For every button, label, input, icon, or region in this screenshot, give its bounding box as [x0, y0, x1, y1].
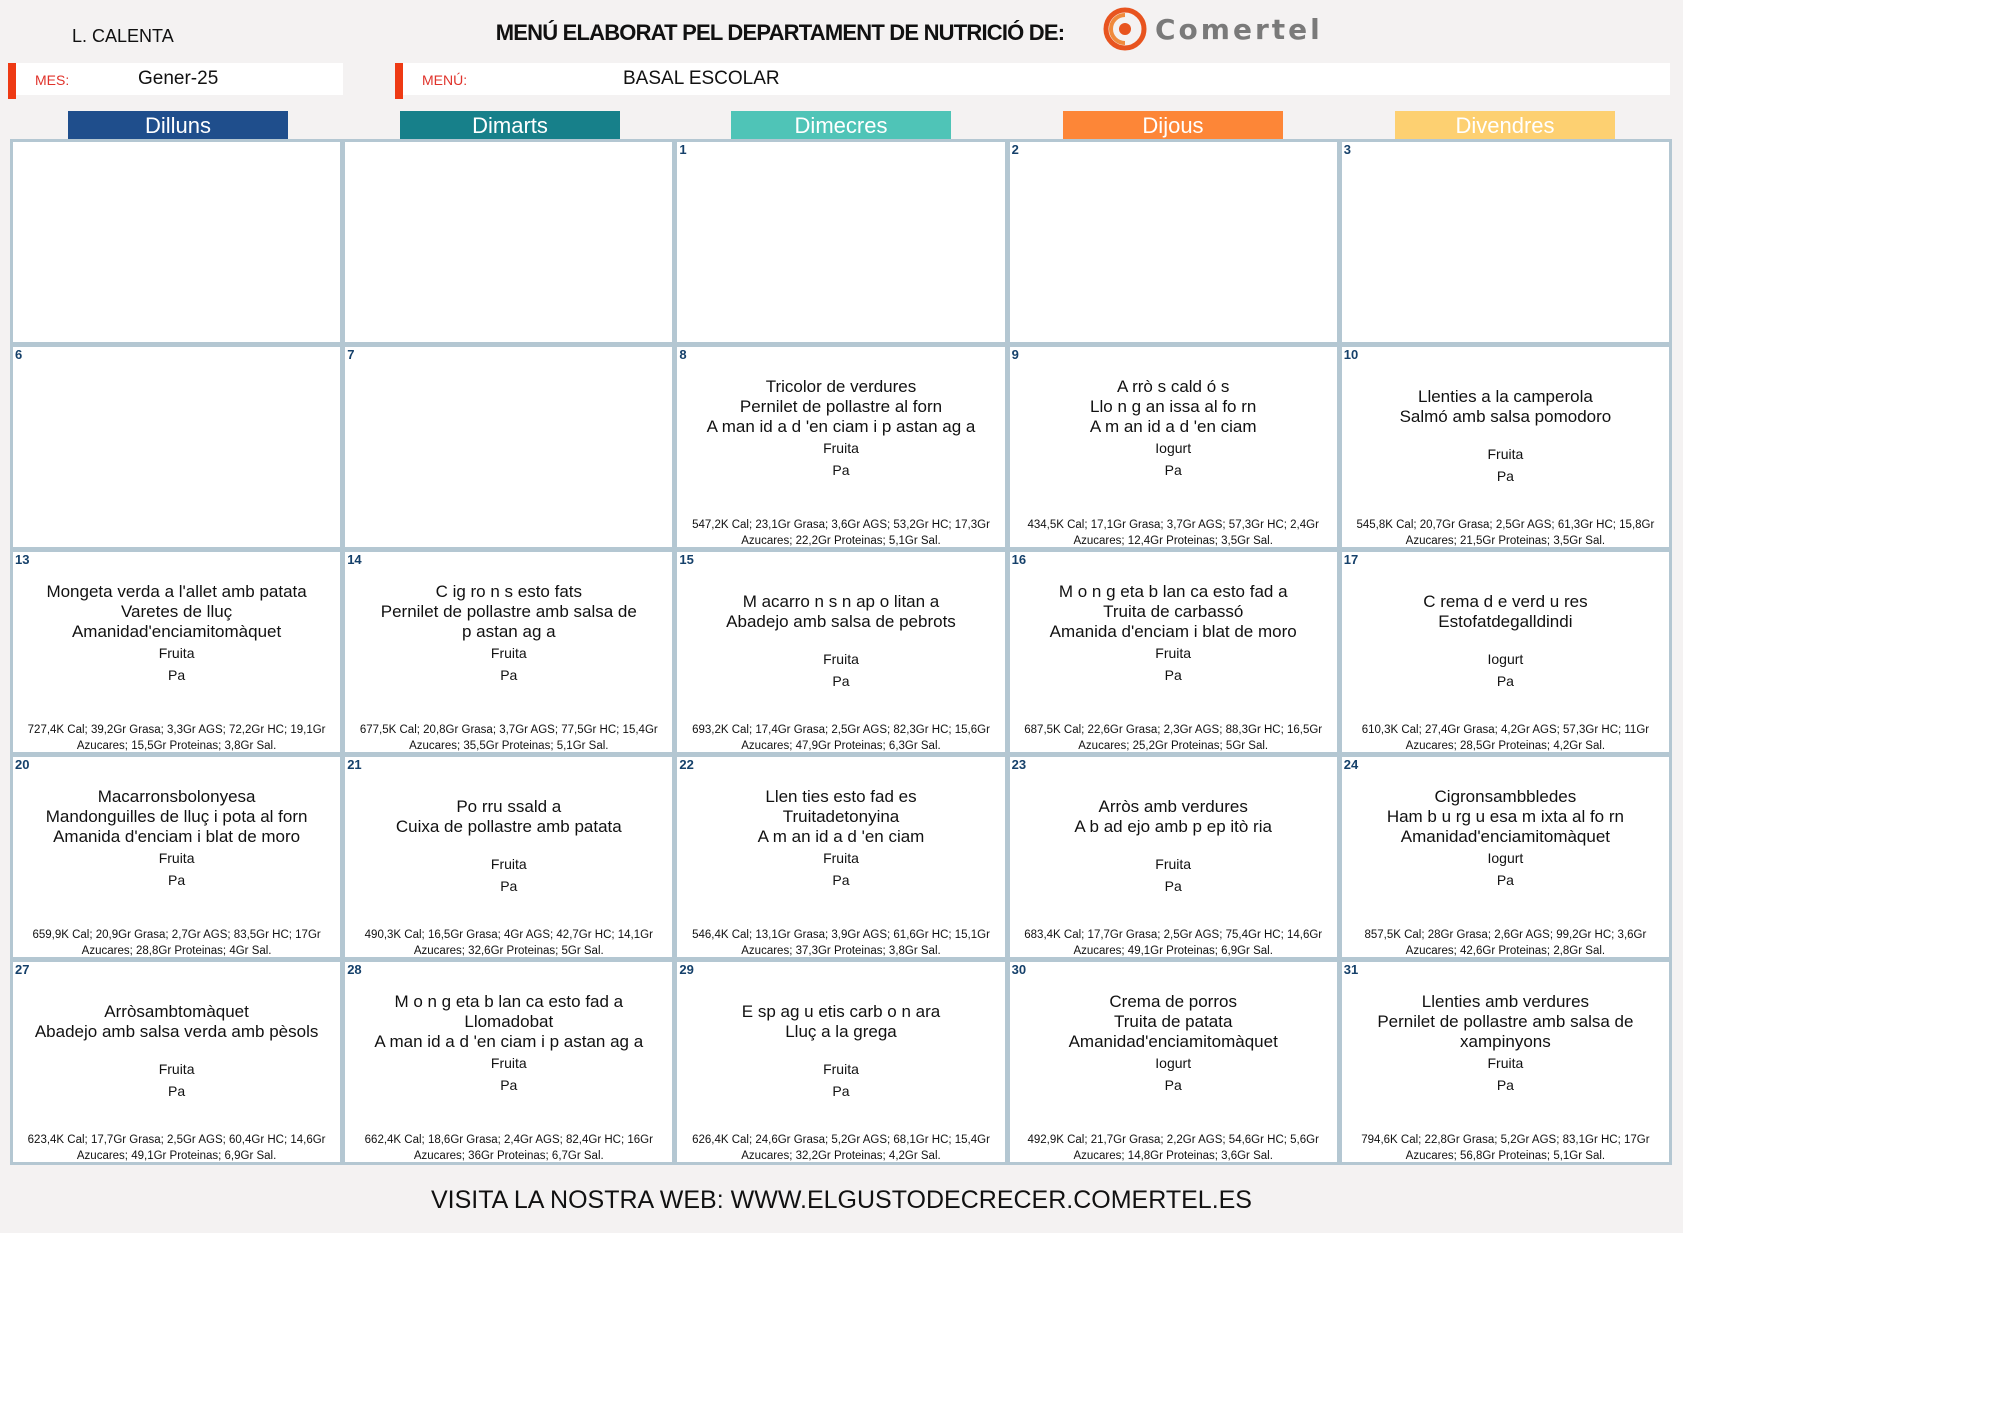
nutrition-line: 546,4K Cal; 13,1Gr Grasa; 3,9Gr AGS; 61,6Gr HC; 15,1Gr: [692, 929, 990, 941]
calendar-cell: [13, 142, 340, 342]
logo-text: Comertel: [1155, 12, 1323, 46]
dish-line: Mandonguilles de lluç i pota al forn: [45, 807, 308, 826]
menu-label: MENÚ:: [422, 72, 468, 88]
dish-line: Llo n g an issa al fo rn: [1090, 397, 1257, 416]
menu-extras: [1342, 1052, 1669, 1096]
extra-line: Fruita: [490, 856, 527, 872]
day-number: 16: [1011, 552, 1027, 567]
day-label: Dimecres: [794, 113, 888, 138]
nutrition-line: Azucares; 22,2Gr Proteinas; 5,1Gr Sal.: [741, 535, 941, 547]
day-number: 23: [1011, 757, 1027, 772]
menu-dishes: [1010, 582, 1337, 686]
extra-line: Pa: [168, 872, 186, 888]
extra-line: Fruita: [823, 1061, 859, 1077]
menu-extras: [13, 642, 340, 686]
dish-line: M acarro n s n ap o litan a: [742, 592, 940, 611]
dish-line: Ham b u rg u esa m ixta al fo rn: [1386, 807, 1624, 826]
extra-line: Fruita: [158, 850, 195, 866]
dish-line: A m an id a d 'en ciam: [757, 827, 925, 846]
extra-line: Pa: [832, 1083, 850, 1099]
nutrition-info: [1002, 927, 1345, 959]
nutrition-line: Azucares; 36Gr Proteinas; 6,7Gr Sal.: [413, 1150, 604, 1162]
menu-value: BASAL ESCOLAR: [623, 68, 780, 89]
calendar-cell: [13, 552, 340, 752]
nutrition-info: [1334, 517, 1677, 549]
extra-line: Pa: [1164, 1077, 1182, 1093]
nutrition-line: Azucares; 21,5Gr Proteinas; 3,5Gr Sal.: [1405, 535, 1606, 547]
nutrition-line: Azucares; 56,8Gr Proteinas; 5,1Gr Sal.: [1405, 1150, 1606, 1162]
nutrition-info: [1002, 1132, 1345, 1164]
extra-line: Fruita: [1487, 446, 1524, 462]
menu-dishes: [677, 592, 1004, 692]
extra-line: Pa: [1496, 673, 1514, 689]
nutrition-line: 857,5K Cal; 28Gr Grasa; 2,6Gr AGS; 99,2Gr HC; 3,6Gr: [1364, 929, 1647, 941]
menu-dishes: [13, 1002, 340, 1102]
nutrition-line: Azucares; 28,8Gr Proteinas; 4Gr Sal.: [81, 945, 272, 957]
dish-line: Mongeta verda a l'allet amb patata: [46, 582, 307, 601]
nutrition-info: [1334, 1132, 1677, 1164]
nutrition-line: 626,4K Cal; 24,6Gr Grasa; 5,2Gr AGS; 68,1Gr HC; 15,4Gr: [692, 1134, 990, 1146]
calendar-cell: [677, 552, 1004, 752]
dish-line: xampinyons: [1460, 1032, 1551, 1051]
calendar-cell: [1010, 347, 1337, 547]
dish-line: Llenties amb verdures: [1421, 992, 1590, 1011]
menu-dishes: [1010, 797, 1337, 897]
nutrition-info: [1334, 722, 1677, 754]
comertel-logo: [1103, 6, 1333, 52]
day-header-tuesday: [400, 111, 620, 139]
extra-line: Fruita: [823, 850, 859, 866]
day-number: 10: [1343, 347, 1359, 362]
calendar-cell: [1342, 757, 1669, 957]
extra-line: Fruita: [1155, 645, 1192, 661]
menu-extras: [13, 1058, 340, 1102]
day-number: 15: [679, 552, 694, 567]
extra-line: Fruita: [490, 645, 527, 661]
menu-extras: [345, 1052, 672, 1096]
calendar-cell: [1342, 552, 1669, 752]
dish-line: Pernilet de pollastre al forn: [739, 397, 943, 416]
calendar-cell: [677, 757, 1004, 957]
extra-line: Pa: [832, 462, 850, 478]
day-number: 13: [15, 552, 30, 567]
menu-dishes: [1342, 387, 1669, 487]
menu-extras: [677, 847, 1004, 891]
menu-dishes: [345, 992, 672, 1096]
day-number: 14: [347, 552, 362, 567]
calendar-grid: [10, 139, 1672, 1165]
menu-extras: [345, 853, 672, 897]
nutrition-line: 659,9K Cal; 20,9Gr Grasa; 2,7Gr AGS; 83,5Gr HC; 17Gr: [32, 929, 321, 941]
menu-extras: [1342, 847, 1669, 891]
dish-line: Amanidad'enciamitomàquet: [1068, 1032, 1278, 1051]
extra-line: Fruita: [1155, 856, 1192, 872]
nutrition-info: [337, 1132, 680, 1164]
dish-line: Arròs amb verdures: [1098, 797, 1248, 816]
day-number: 20: [15, 757, 30, 772]
menu-dishes: [345, 582, 672, 686]
menu-dishes: [345, 797, 672, 897]
day-label: Dimarts: [472, 113, 548, 138]
menu-extras: [13, 847, 340, 891]
extra-line: Pa: [500, 1077, 518, 1093]
dish-line: Truitadetonyina: [782, 807, 900, 826]
menu-dishes: [1010, 377, 1337, 481]
extra-line: Iogurt: [1155, 1055, 1192, 1071]
dish-line: Estofatdegalldindi: [1438, 612, 1573, 631]
calendar-cell: [1010, 757, 1337, 957]
extra-line: Fruita: [490, 1055, 527, 1071]
extra-line: Iogurt: [1487, 651, 1524, 667]
dish-line: p astan ag a: [462, 622, 556, 641]
nutrition-info: [337, 927, 680, 959]
page-title: MENÚ ELABORAT PEL DEPARTAMENT DE NUTRICIÓ DE:: [495, 20, 1065, 45]
extra-line: Pa: [1496, 1077, 1514, 1093]
dish-line: M o n g eta b lan ca esto fad a: [1058, 582, 1288, 601]
dish-line: Varetes de lluç: [120, 602, 233, 621]
menu-dishes: [1342, 992, 1669, 1096]
dish-line: Crema de porros: [1109, 992, 1237, 1011]
nutrition-info: [5, 1132, 348, 1164]
nutrition-line: Azucares; 14,8Gr Proteinas; 3,6Gr Sal.: [1073, 1150, 1273, 1162]
dish-line: Pernilet de pollastre amb salsa de: [380, 602, 637, 621]
menu-accent-bar: [395, 63, 403, 99]
day-number: 3: [1343, 142, 1352, 157]
nutrition-line: Azucares; 49,1Gr Proteinas; 6,9Gr Sal.: [1073, 945, 1273, 957]
calendar-cell: [1010, 142, 1337, 342]
day-number: 7: [347, 347, 355, 362]
day-number: 9: [1011, 347, 1019, 362]
nutrition-line: Azucares; 25,2Gr Proteinas; 5Gr Sal.: [1078, 740, 1269, 752]
menu-field: [395, 63, 1670, 95]
day-header-friday: [1395, 111, 1615, 139]
dish-line: Arròsambtomàquet: [104, 1002, 249, 1021]
dish-line: A man id a d 'en ciam i p astan ag a: [706, 417, 976, 436]
nutrition-line: Azucares; 35,5Gr Proteinas; 5,1Gr Sal.: [409, 740, 609, 752]
calendar-cell: [345, 552, 672, 752]
extra-line: Fruita: [158, 645, 195, 661]
calendar-cell: [13, 347, 340, 547]
menu-extras: [677, 1058, 1004, 1102]
menu-extras: [1010, 437, 1337, 481]
menu-dishes: [677, 1002, 1004, 1102]
nutrition-line: 662,4K Cal; 18,6Gr Grasa; 2,4Gr AGS; 82,4Gr HC; 16Gr: [364, 1134, 653, 1146]
calendar-cell: [13, 757, 340, 957]
dish-line: Amanidad'enciamitomàquet: [1400, 827, 1611, 846]
extra-line: Pa: [1164, 667, 1182, 683]
extra-line: Iogurt: [1487, 850, 1524, 866]
kitchen-type-label: L. CALENTA: [72, 26, 174, 46]
dish-line: Amanida d'enciam i blat de moro: [53, 827, 301, 846]
nutrition-line: 434,5K Cal; 17,1Gr Grasa; 3,7Gr AGS; 57,3Gr HC; 2,4Gr: [1027, 519, 1319, 531]
day-number: 1: [679, 142, 687, 157]
day-header-thursday: [1063, 111, 1283, 139]
calendar-cell: [13, 962, 340, 1162]
day-number: 30: [1011, 962, 1027, 977]
extra-line: Iogurt: [1155, 440, 1192, 456]
dish-line: A b ad ejo amb p ep itò ria: [1074, 817, 1272, 836]
nutrition-info: [337, 722, 680, 754]
day-header-wednesday: [731, 111, 951, 139]
calendar-cell: [345, 142, 672, 342]
dish-line: Po rru ssald a: [456, 797, 562, 816]
nutrition-line: Azucares; 32,6Gr Proteinas; 5Gr Sal.: [413, 945, 604, 957]
nutrition-line: Azucares; 49,1Gr Proteinas; 6,9Gr Sal.: [76, 1150, 277, 1162]
calendar-cell: [1342, 142, 1669, 342]
nutrition-info: [1002, 722, 1345, 754]
menu-dishes: [677, 377, 1004, 481]
menu-extras: [1010, 853, 1337, 897]
dish-line: A rrò s cald ó s: [1116, 377, 1230, 396]
dish-line: A man id a d 'en ciam i p astan ag a: [374, 1032, 644, 1051]
extra-line: Pa: [832, 673, 850, 689]
month-field: [8, 63, 343, 95]
menu-dishes: [677, 787, 1004, 891]
nutrition-info: [669, 517, 1012, 549]
day-number: 21: [347, 757, 362, 772]
menu-extras: [677, 437, 1004, 481]
day-number: 31: [1343, 962, 1359, 977]
dish-line: Amanidad'enciamitomàquet: [71, 622, 282, 641]
calendar-cell: [677, 142, 1004, 342]
nutrition-line: 683,4K Cal; 17,7Gr Grasa; 2,5Gr AGS; 75,4Gr HC; 14,6Gr: [1024, 929, 1323, 941]
day-number: 2: [1011, 142, 1019, 157]
dish-line: Llomadobat: [464, 1012, 554, 1031]
calendar-cell: [1342, 347, 1669, 547]
nutrition-line: Azucares; 37,3Gr Proteinas; 3,8Gr Sal.: [741, 945, 941, 957]
month-accent-bar: [8, 63, 16, 99]
extra-line: Pa: [1496, 872, 1514, 888]
extra-line: Pa: [168, 667, 186, 683]
nutrition-line: 492,9K Cal; 21,7Gr Grasa; 2,2Gr AGS; 54,6Gr HC; 5,6Gr: [1027, 1134, 1319, 1146]
day-label: Dilluns: [144, 113, 212, 138]
nutrition-line: 794,6K Cal; 22,8Gr Grasa; 5,2Gr AGS; 83,1Gr HC; 17Gr: [1361, 1134, 1650, 1146]
dish-line: Amanida d'enciam i blat de moro: [1049, 622, 1297, 641]
menu-dishes: [13, 582, 340, 686]
nutrition-line: 727,4K Cal; 39,2Gr Grasa; 3,3Gr AGS; 72,2Gr HC; 19,1Gr: [27, 724, 326, 736]
dish-line: Llenties a la camperola: [1417, 387, 1593, 406]
dish-line: Salmó amb salsa pomodoro: [1399, 407, 1612, 426]
day-header-monday: [68, 111, 288, 139]
calendar-cell: [1010, 552, 1337, 752]
nutrition-line: 547,2K Cal; 23,1Gr Grasa; 3,6Gr AGS; 53,2Gr HC; 17,3Gr: [692, 519, 990, 531]
dish-line: Cigronsambbledes: [1434, 787, 1577, 806]
extra-line: Fruita: [823, 440, 859, 456]
extra-line: Pa: [500, 667, 518, 683]
dish-line: A m an id a d 'en ciam: [1089, 417, 1257, 436]
extra-line: Pa: [500, 878, 518, 894]
day-number: 8: [679, 347, 687, 362]
month-label: MES:: [35, 72, 70, 88]
dish-line: Cuixa de pollastre amb patata: [395, 817, 622, 836]
dish-line: Pernilet de pollastre amb salsa de: [1377, 1012, 1634, 1031]
nutrition-line: Azucares; 15,5Gr Proteinas; 3,8Gr Sal.: [76, 740, 277, 752]
calendar-cell: [345, 962, 672, 1162]
menu-dishes: [13, 787, 340, 891]
dish-line: M o n g eta b lan ca esto fad a: [394, 992, 624, 1011]
nutrition-line: 623,4K Cal; 17,7Gr Grasa; 2,5Gr AGS; 60,4Gr HC; 14,6Gr: [27, 1134, 326, 1146]
dish-line: Abadejo amb salsa verda amb pèsols: [34, 1022, 319, 1041]
menu-dishes: [1342, 787, 1669, 891]
nutrition-line: 677,5K Cal; 20,8Gr Grasa; 3,7Gr AGS; 77,5Gr HC; 15,4Gr: [359, 724, 658, 736]
nutrition-line: 490,3K Cal; 16,5Gr Grasa; 4Gr AGS; 42,7Gr HC; 14,1Gr: [364, 929, 653, 941]
dish-line: Lluç a la grega: [785, 1022, 897, 1041]
nutrition-line: 687,5K Cal; 22,6Gr Grasa; 2,3Gr AGS; 88,3Gr HC; 16,5Gr: [1024, 724, 1323, 736]
day-number: 24: [1343, 757, 1359, 772]
month-value: Gener-25: [138, 68, 219, 89]
nutrition-line: Azucares; 42,6Gr Proteinas; 2,8Gr Sal.: [1405, 945, 1606, 957]
dish-line: E sp ag u etis carb o n ara: [741, 1002, 941, 1021]
dish-line: Macarronsbolonyesa: [97, 787, 256, 806]
nutrition-line: Azucares; 28,5Gr Proteinas; 4,2Gr Sal.: [1405, 740, 1606, 752]
day-number: 28: [347, 962, 362, 977]
day-label: Divendres: [1455, 113, 1555, 138]
dish-line: C ig ro n s esto fats: [435, 582, 583, 601]
dish-line: C rema d e verd u res: [1423, 592, 1588, 611]
day-number: 27: [15, 962, 30, 977]
calendar-cell: [677, 347, 1004, 547]
menu-dishes: [1010, 992, 1337, 1096]
menu-extras: [345, 642, 672, 686]
dish-line: Truita de patata: [1113, 1012, 1233, 1031]
menu-extras: [1010, 1052, 1337, 1096]
menu-extras: [1010, 642, 1337, 686]
dish-line: Llen ties esto fad es: [765, 787, 917, 806]
dish-line: Abadejo amb salsa de pebrots: [726, 612, 956, 631]
day-number: 22: [679, 757, 694, 772]
nutrition-info: [5, 722, 348, 754]
calendar-cell: [345, 757, 672, 957]
nutrition-info: [669, 722, 1012, 754]
nutrition-info: [669, 927, 1012, 959]
day-number: 6: [15, 347, 23, 362]
calendar-cell: [1010, 962, 1337, 1162]
calendar-cell: [677, 962, 1004, 1162]
extra-line: Pa: [168, 1083, 186, 1099]
extra-line: Pa: [1164, 462, 1182, 478]
nutrition-line: Azucares; 32,2Gr Proteinas; 4,2Gr Sal.: [741, 1150, 941, 1162]
calendar-cell: [1342, 962, 1669, 1162]
nutrition-line: 610,3K Cal; 27,4Gr Grasa; 4,2Gr AGS; 57,3Gr HC; 11Gr: [1361, 724, 1650, 736]
nutrition-line: 545,8K Cal; 20,7Gr Grasa; 2,5Gr AGS; 61,3Gr HC; 15,8Gr: [1356, 519, 1655, 531]
nutrition-line: 693,2K Cal; 17,4Gr Grasa; 2,5Gr AGS; 82,3Gr HC; 15,6Gr: [692, 724, 990, 736]
menu-extras: [1342, 443, 1669, 487]
calendar-cell: [345, 347, 672, 547]
extra-line: Pa: [1164, 878, 1182, 894]
website-footer: VISITA LA NOSTRA WEB: WWW.ELGUSTODECRECER.COMERTEL.ES: [431, 1186, 1252, 1214]
day-label: Dijous: [1142, 113, 1204, 138]
comertel-logo-icon: [1103, 7, 1147, 51]
extra-line: Fruita: [1487, 1055, 1524, 1071]
day-number: 29: [679, 962, 694, 977]
extra-line: Fruita: [823, 651, 859, 667]
menu-extras: [677, 648, 1004, 692]
nutrition-info: [5, 927, 348, 959]
extra-line: Pa: [832, 872, 850, 888]
nutrition-line: Azucares; 12,4Gr Proteinas; 3,5Gr Sal.: [1073, 535, 1273, 547]
nutrition-line: Azucares; 47,9Gr Proteinas; 6,3Gr Sal.: [741, 740, 941, 752]
extra-line: Fruita: [158, 1061, 195, 1077]
nutrition-info: [1002, 517, 1345, 549]
nutrition-info: [1334, 927, 1677, 959]
menu-dishes: [1342, 592, 1669, 692]
extra-line: Pa: [1496, 468, 1514, 484]
dish-line: Truita de carbassó: [1103, 602, 1244, 621]
dish-line: Tricolor de verdures: [765, 377, 917, 396]
day-number: 17: [1343, 552, 1359, 567]
menu-extras: [1342, 648, 1669, 692]
nutrition-info: [669, 1132, 1012, 1164]
